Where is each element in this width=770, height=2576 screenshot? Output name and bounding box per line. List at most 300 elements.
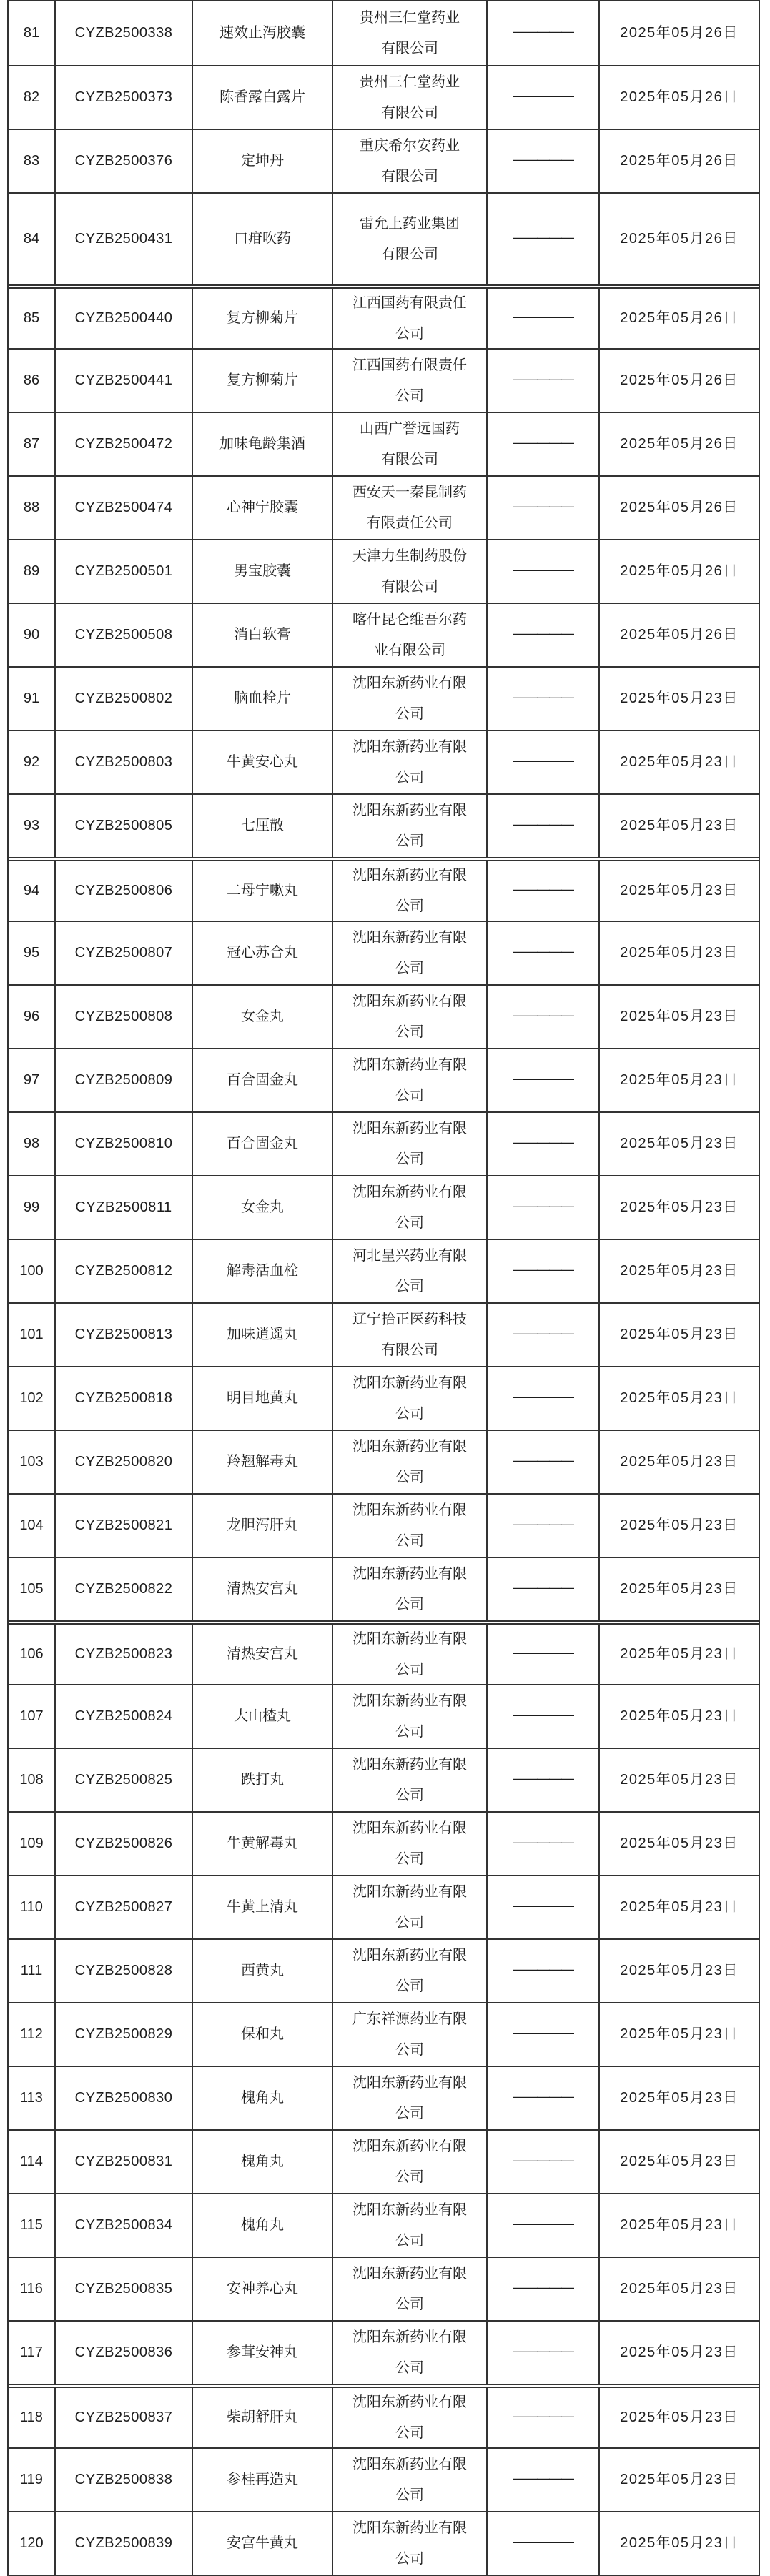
remark-dash-cell [488,130,600,192]
company-name-line: 公司 [395,1723,424,1740]
dash-placeholder: ————— [513,499,573,514]
company-name-line: 沈阳东新药业有限 [352,1184,467,1200]
drug-name-cell: 复方柳菊片 [193,289,333,348]
dash-placeholder: ————— [513,1199,573,1214]
company-name-line: 公司 [395,2105,424,2121]
company-name-cell [333,2449,488,2511]
company-name-cell [333,1685,488,1748]
company-name-line: 山西广誉远国药 [360,420,460,437]
company-name-cell [333,1240,488,1302]
row-number-cell: 91 [9,668,56,730]
drug-name-cell: 安宫牛黄丸 [193,2512,333,2575]
approval-date-cell: 2025年05月23日 [620,2344,739,2360]
table-row [9,348,759,412]
dash-placeholder: ————— [513,2535,573,2550]
dash-placeholder: ————— [513,2280,573,2295]
acceptance-number-cell: CYZB2500803 [56,731,193,793]
drug-name-cell: 槐角丸 [193,2131,333,2193]
dash-placeholder: ————— [513,1071,573,1086]
company-name-line: 沈阳东新药业有限 [352,1502,467,1518]
approval-date-cell: 2025年05月23日 [620,2472,739,2487]
drug-name-cell: 牛黄安心丸 [193,731,333,793]
company-name-cell [333,922,488,984]
table-row [9,1302,759,1366]
dash-placeholder: ————— [513,1708,573,1723]
row-number-cell: 81 [9,1,56,65]
company-name-line: 江西国药有限责任 [352,294,467,311]
remark-dash-cell [488,986,600,1048]
remark-dash-cell [488,350,600,412]
approval-date-cell: 2025年05月23日 [620,2409,739,2425]
drug-name-cell: 参桂再造丸 [193,2449,333,2511]
acceptance-number-cell: CYZB2500472 [56,413,193,475]
acceptance-number-cell: CYZB2500808 [56,986,193,1048]
company-name-cell [333,413,488,475]
acceptance-number-cell: CYZB2500834 [56,2194,193,2257]
approval-date-cell: 2025年05月26日 [620,89,739,105]
company-name-line: 有限责任公司 [367,515,453,531]
approval-date-cell: 2025年05月23日 [620,818,739,833]
dash-placeholder: ————— [513,690,573,705]
company-name-cell [333,2131,488,2193]
row-number-cell: 113 [9,2067,56,2129]
approval-date-cell: 2025年05月23日 [620,2535,739,2551]
table-row [9,129,759,192]
company-name-line: 公司 [395,1596,424,1613]
drug-name-cell: 七厘散 [193,795,333,857]
remark-dash-cell [488,194,600,284]
dash-placeholder: ————— [513,1771,573,1786]
company-name-line: 公司 [395,1914,424,1931]
table-row [9,192,759,284]
row-number-cell: 84 [9,194,56,284]
remark-dash-cell [488,1431,600,1493]
row-number-cell: 102 [9,1367,56,1430]
company-name-line: 沈阳东新药业有限 [352,993,467,1009]
table-row [9,1684,759,1748]
remark-dash-cell [488,1625,600,1684]
approval-date-cell: 2025年05月23日 [620,945,739,961]
company-name-line: 沈阳东新药业有限 [352,1883,467,1900]
acceptance-number-cell: CYZB2500474 [56,477,193,539]
company-name-cell [333,2388,488,2447]
row-number-cell: 89 [9,540,56,603]
drug-name-cell: 解毒活血栓 [193,1240,333,1302]
approval-date-cell: 2025年05月23日 [620,1390,739,1406]
table-row [9,2129,759,2193]
row-number-cell: 87 [9,413,56,475]
company-name-cell [333,795,488,857]
approval-date-cell: 2025年05月26日 [620,372,739,388]
approval-date-cell: 2025年05月23日 [620,2217,739,2233]
row-number-cell: 110 [9,1876,56,1938]
remark-dash-cell [488,1367,600,1430]
company-name-line: 公司 [395,1214,424,1231]
acceptance-number-cell: CYZB2500823 [56,1625,193,1684]
table-row [9,666,759,730]
approval-date-cell: 2025年05月23日 [620,1072,739,1088]
table-row [9,921,759,984]
dash-placeholder: ————— [513,1517,573,1532]
dash-placeholder: ————— [513,1262,573,1277]
acceptance-number-cell: CYZB2500802 [56,668,193,730]
dash-placeholder: ————— [513,944,573,959]
remark-dash-cell [488,1495,600,1557]
drug-name-cell: 羚翘解毒丸 [193,1431,333,1493]
table-row [9,793,759,857]
company-name-line: 河北呈兴药业有限 [352,1247,467,1264]
row-number-cell: 93 [9,795,56,857]
approval-date-cell: 2025年05月23日 [620,1708,739,1724]
company-name-line: 沈阳东新药业有限 [352,802,467,818]
approval-date-cell: 2025年05月23日 [620,1899,739,1915]
row-number-cell: 99 [9,1176,56,1239]
row-number-cell: 92 [9,731,56,793]
remark-dash-cell [488,2512,600,2575]
drug-name-cell: 定坤丹 [193,130,333,192]
table-row [9,412,759,475]
company-name-line: 沈阳东新药业有限 [352,2201,467,2218]
company-name-line: 公司 [395,1661,424,1678]
approval-date-cell: 2025年05月23日 [620,1963,739,1978]
dash-placeholder: ————— [513,563,573,578]
table-row [9,1620,759,1684]
drug-name-cell: 陈香露白露片 [193,66,333,129]
company-name-cell [333,1558,488,1620]
dash-placeholder: ————— [513,152,573,167]
approval-date-cell: 2025年05月23日 [620,1199,739,1215]
company-name-cell [333,2258,488,2320]
company-name-cell [333,66,488,129]
table-row [9,1557,759,1620]
dash-placeholder: ————— [513,24,573,39]
row-number-cell: 83 [9,130,56,192]
company-name-line: 重庆希尔安药业 [360,137,460,154]
dash-placeholder: ————— [513,2153,573,2168]
company-name-cell [333,986,488,1048]
drug-name-cell: 加味逍遥丸 [193,1304,333,1366]
company-name-line: 沈阳东新药业有限 [352,2394,467,2410]
remark-dash-cell [488,2388,600,2447]
approval-date-cell: 2025年05月26日 [620,436,739,452]
company-name-cell [333,1749,488,1811]
company-name-cell [333,1495,488,1557]
company-name-line: 公司 [395,833,424,849]
table-row [9,1430,759,1493]
company-name-cell [333,731,488,793]
company-name-cell [333,477,488,539]
company-name-line: 公司 [395,1851,424,1867]
table-row [9,1239,759,1302]
company-name-line: 有限公司 [381,40,438,56]
row-number-cell: 104 [9,1495,56,1557]
dash-placeholder: ————— [513,2216,573,2231]
drug-name-cell: 心神宁胶囊 [193,477,333,539]
acceptance-number-cell: CYZB2500824 [56,1685,193,1748]
company-name-cell [333,350,488,412]
table-row [9,1,759,65]
company-name-line: 辽宁拾正医药科技 [352,1311,467,1327]
row-number-cell: 86 [9,350,56,412]
acceptance-number-cell: CYZB2500812 [56,1240,193,1302]
company-name-cell [333,1876,488,1938]
table-row [9,2511,759,2575]
company-name-line: 沈阳东新药业有限 [352,1947,467,1963]
row-number-cell: 120 [9,2512,56,2575]
row-number-cell: 100 [9,1240,56,1302]
acceptance-number-cell: CYZB2500807 [56,922,193,984]
row-number-cell: 112 [9,2003,56,2066]
table-row [9,603,759,666]
company-name-line: 沈阳东新药业有限 [352,2265,467,2282]
company-name-line: 公司 [395,1978,424,1994]
remark-dash-cell [488,540,600,603]
approval-date-cell: 2025年05月23日 [620,1836,739,1851]
remark-dash-cell [488,1240,600,1302]
row-number-cell: 106 [9,1625,56,1684]
table-row [9,857,759,921]
company-name-line: 沈阳东新药业有限 [352,1056,467,1073]
row-number-cell: 116 [9,2258,56,2320]
company-name-line: 雷允上药业集团 [360,215,460,232]
remark-dash-cell [488,861,600,921]
acceptance-number-cell: CYZB2500809 [56,1049,193,1111]
company-name-cell [333,2322,488,2384]
dash-placeholder: ————— [513,882,573,897]
row-number-cell: 118 [9,2388,56,2447]
company-name-line: 有限公司 [381,104,438,121]
company-name-cell [333,1940,488,2002]
dash-placeholder: ————— [513,626,573,641]
approval-date-cell: 2025年05月23日 [620,1136,739,1151]
company-name-line: 沈阳东新药业有限 [352,929,467,946]
company-name-cell [333,130,488,192]
drug-name-cell: 速效止泻胶囊 [193,1,333,65]
acceptance-number-cell: CYZB2500431 [56,194,193,284]
company-name-cell [333,1176,488,1239]
approval-date-cell: 2025年05月23日 [620,1517,739,1533]
company-name-line: 公司 [395,1278,424,1294]
acceptance-number-cell: CYZB2500508 [56,604,193,666]
approval-date-cell: 2025年05月23日 [620,1327,739,1342]
row-number-cell: 107 [9,1685,56,1748]
company-name-line: 公司 [395,1024,424,1040]
table-row [9,1938,759,2002]
drug-name-cell: 龙胆泻肝丸 [193,1495,333,1557]
row-number-cell: 101 [9,1304,56,1366]
acceptance-number-cell: CYZB2500838 [56,2449,193,2511]
approval-date-cell: 2025年05月23日 [620,2026,739,2042]
table-row [9,2447,759,2511]
approval-date-cell: 2025年05月23日 [620,1646,739,1662]
company-name-line: 沈阳东新药业有限 [352,1374,467,1391]
company-name-line: 沈阳东新药业有限 [352,1756,467,1773]
company-name-line: 江西国药有限责任 [352,357,467,373]
row-number-cell: 97 [9,1049,56,1111]
acceptance-number-cell: CYZB2500813 [56,1304,193,1366]
table-row [9,730,759,793]
approval-date-cell: 2025年05月26日 [620,153,739,169]
drug-name-cell: 女金丸 [193,986,333,1048]
row-number-cell: 98 [9,1113,56,1175]
drug-name-cell: 安神养心丸 [193,2258,333,2320]
remark-dash-cell [488,668,600,730]
company-name-line: 公司 [395,1532,424,1549]
dash-placeholder: ————— [513,1580,573,1595]
approval-date-cell: 2025年05月23日 [620,2090,739,2106]
approval-date-cell: 2025年05月23日 [620,754,739,770]
approval-date-cell: 2025年05月26日 [620,231,739,247]
company-name-cell [333,1431,488,1493]
acceptance-number-cell: CYZB2500825 [56,1749,193,1811]
company-name-line: 公司 [395,1405,424,1422]
company-name-cell [333,1304,488,1366]
acceptance-number-cell: CYZB2500820 [56,1431,193,1493]
dash-placeholder: ————— [513,1389,573,1405]
row-number-cell: 109 [9,1813,56,1875]
dash-placeholder: ————— [513,817,573,832]
dash-placeholder: ————— [513,753,573,768]
dash-placeholder: ————— [513,2089,573,2104]
dash-placeholder: ————— [513,372,573,387]
dash-placeholder: ————— [513,1835,573,1850]
drug-approval-table [7,0,760,2576]
remark-dash-cell [488,477,600,539]
remark-dash-cell [488,2449,600,2511]
remark-dash-cell [488,1813,600,1875]
company-name-line: 沈阳东新药业有限 [352,2329,467,2345]
company-name-line: 沈阳东新药业有限 [352,1565,467,1582]
approval-date-cell: 2025年05月23日 [620,690,739,706]
acceptance-number-cell: CYZB2500338 [56,1,193,65]
row-number-cell: 114 [9,2131,56,2193]
approval-date-cell: 2025年05月23日 [620,883,739,898]
company-name-line: 贵州三仁堂药业 [360,74,460,90]
acceptance-number-cell: CYZB2500440 [56,289,193,348]
company-name-line: 公司 [395,1787,424,1803]
table-row [9,65,759,129]
table-row [9,984,759,1048]
drug-name-cell: 明目地黄丸 [193,1367,333,1430]
company-name-line: 有限公司 [381,451,438,467]
table-row [9,1366,759,1430]
remark-dash-cell [488,731,600,793]
approval-date-cell: 2025年05月26日 [620,310,739,326]
company-name-line: 公司 [395,2424,424,2441]
table-row [9,1748,759,1811]
drug-name-cell: 槐角丸 [193,2067,333,2129]
table-row [9,1493,759,1557]
company-name-line: 沈阳东新药业有限 [352,2138,467,2154]
company-name-cell [333,1367,488,1430]
acceptance-number-cell: CYZB2500822 [56,1558,193,1620]
company-name-line: 公司 [395,2041,424,2058]
remark-dash-cell [488,1558,600,1620]
approval-date-cell: 2025年05月26日 [620,25,739,41]
acceptance-number-cell: CYZB2500811 [56,1176,193,1239]
table-row [9,2320,759,2384]
company-name-line: 沈阳东新药业有限 [352,1693,467,1709]
table-row [9,1811,759,1875]
acceptance-number-cell: CYZB2500826 [56,1813,193,1875]
company-name-line: 公司 [395,1151,424,1167]
acceptance-number-cell: CYZB2500441 [56,350,193,412]
dash-placeholder: ————— [513,2409,573,2424]
remark-dash-cell [488,1,600,65]
dash-placeholder: ————— [513,435,573,450]
dash-placeholder: ————— [513,1135,573,1150]
drug-name-cell: 消白软膏 [193,604,333,666]
drug-name-cell: 西黄丸 [193,1940,333,2002]
drug-name-cell: 口疳吹药 [193,194,333,284]
row-number-cell: 117 [9,2322,56,2384]
company-name-cell [333,604,488,666]
company-name-line: 沈阳东新药业有限 [352,867,467,883]
acceptance-number-cell: CYZB2500836 [56,2322,193,2384]
drug-name-cell: 加味龟龄集酒 [193,413,333,475]
table-row [9,284,759,348]
remark-dash-cell [488,2131,600,2193]
approval-date-cell: 2025年05月23日 [620,1772,739,1788]
drug-name-cell: 二母宁嗽丸 [193,861,333,921]
row-number-cell: 115 [9,2194,56,2257]
approval-date-cell: 2025年05月23日 [620,1009,739,1024]
acceptance-number-cell: CYZB2500839 [56,2512,193,2575]
remark-dash-cell [488,1304,600,1366]
remark-dash-cell [488,2322,600,2384]
acceptance-number-cell: CYZB2500501 [56,540,193,603]
company-name-line: 沈阳东新药业有限 [352,738,467,755]
remark-dash-cell [488,1049,600,1111]
dash-placeholder: ————— [513,1645,573,1660]
approval-date-cell: 2025年05月23日 [620,2154,739,2169]
drug-name-cell: 脑血栓片 [193,668,333,730]
company-name-line: 公司 [395,769,424,786]
table-row [9,2066,759,2129]
company-name-line: 西安天一秦昆制药 [352,484,467,500]
approval-date-cell: 2025年05月23日 [620,2281,739,2297]
dash-placeholder: ————— [513,89,573,104]
approval-date-cell: 2025年05月26日 [620,500,739,515]
row-number-cell: 90 [9,604,56,666]
drug-name-cell: 大山楂丸 [193,1685,333,1748]
company-name-cell [333,668,488,730]
company-name-line: 天津力生制药股份 [352,548,467,564]
table-row [9,1175,759,1239]
acceptance-number-cell: CYZB2500821 [56,1495,193,1557]
dash-placeholder: ————— [513,2344,573,2359]
company-name-line: 沈阳东新药业有限 [352,2074,467,2091]
acceptance-number-cell: CYZB2500828 [56,1940,193,2002]
company-name-line: 公司 [395,2296,424,2312]
row-number-cell: 88 [9,477,56,539]
company-name-line: 公司 [395,387,424,404]
remark-dash-cell [488,1113,600,1175]
company-name-line: 有限公司 [381,578,438,595]
company-name-cell [333,194,488,284]
remark-dash-cell [488,66,600,129]
remark-dash-cell [488,1749,600,1811]
row-number-cell: 108 [9,1749,56,1811]
table-row [9,539,759,603]
row-number-cell: 95 [9,922,56,984]
acceptance-number-cell: CYZB2500830 [56,2067,193,2129]
table-row [9,1048,759,1111]
row-number-cell: 105 [9,1558,56,1620]
remark-dash-cell [488,922,600,984]
acceptance-number-cell: CYZB2500810 [56,1113,193,1175]
table-row [9,1875,759,1938]
